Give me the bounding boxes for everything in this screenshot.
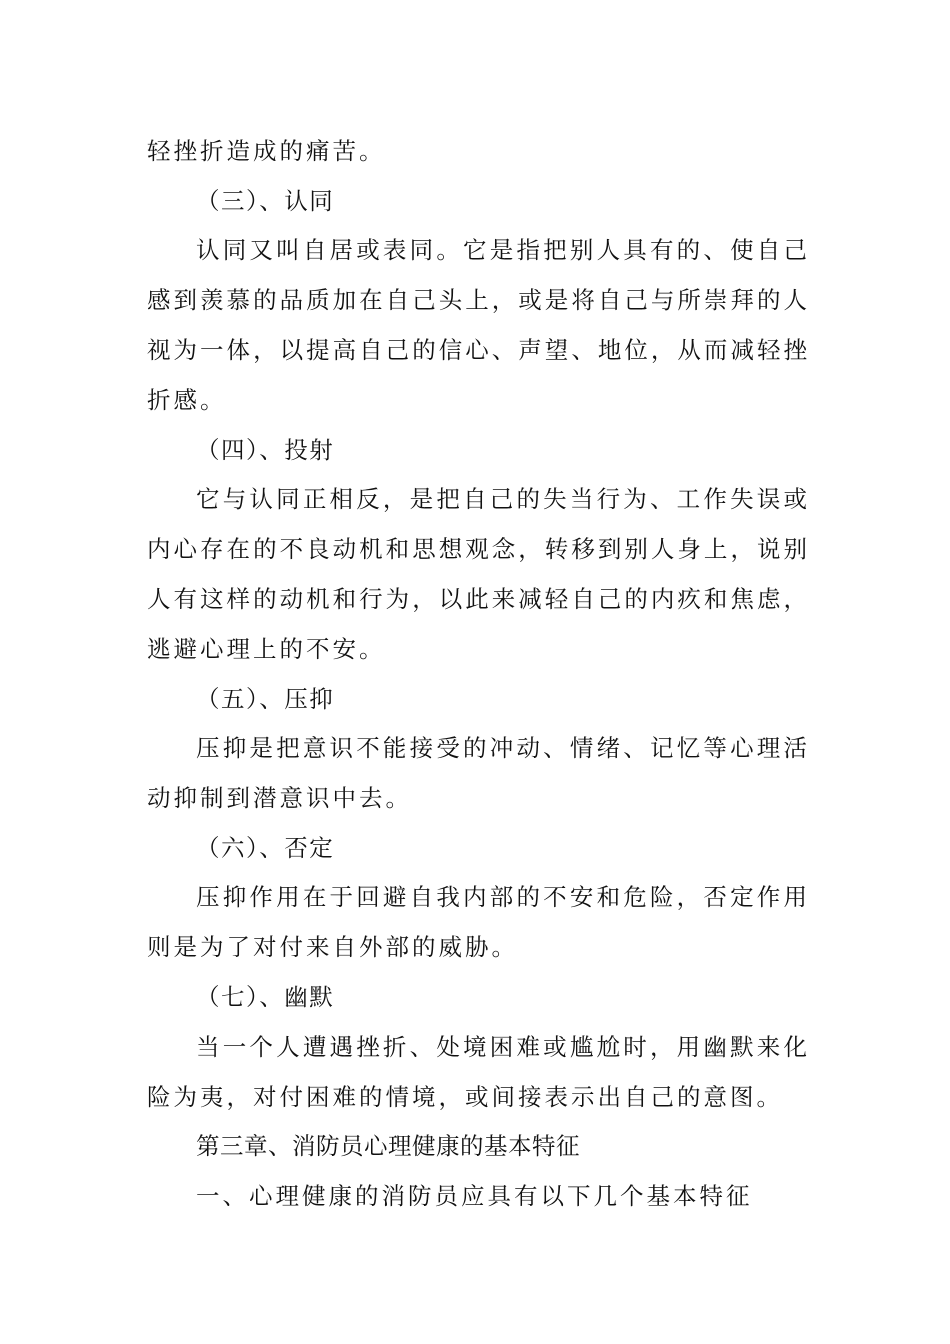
paragraph-line: 则是为了对付来自外部的威胁。	[147, 933, 518, 961]
paragraph-line: 逃避心理上的不安。	[147, 635, 386, 663]
paragraph-line: 它与认同正相反，是把自己的失当行为、工作失误或	[196, 485, 807, 513]
section-heading: （五）、压抑	[196, 685, 335, 713]
paragraph-line: 认同又叫自居或表同。它是指把别人具有的、使自己	[196, 236, 807, 264]
paragraph-line: 感到羡慕的品质加在自己头上，或是将自己与所崇拜的人	[147, 286, 807, 314]
paragraph-line: 轻挫折造成的痛苦。	[147, 137, 386, 165]
paragraph-line: 动抑制到潜意识中去。	[147, 784, 412, 812]
section-heading: （六）、否定	[196, 834, 335, 862]
section-heading: （七）、幽默	[196, 983, 335, 1011]
chapter-heading: 第三章、消防员心理健康的基本特征	[196, 1132, 580, 1160]
section-heading: （四）、投射	[196, 436, 335, 464]
paragraph-line: 险为夷，对付困难的情境，或间接表示出自己的意图。	[147, 1083, 783, 1111]
paragraph-line: 折感。	[147, 386, 227, 414]
paragraph-line: 视为一体，以提高自己的信心、声望、地位，从而减轻挫	[147, 336, 807, 364]
subsection-heading: 一、心理健康的消防员应具有以下几个基本特征	[196, 1182, 753, 1210]
paragraph-line: 压抑是把意识不能接受的冲动、情绪、记忆等心理活	[196, 734, 807, 762]
paragraph-line: 内心存在的不良动机和思想观念，转移到别人身上，说别	[147, 535, 807, 563]
paragraph-line: 压抑作用在于回避自我内部的不安和危险，否定作用	[196, 883, 807, 911]
section-heading: （三）、认同	[196, 187, 335, 215]
paragraph-line: 当一个人遭遇挫折、处境困难或尴尬时，用幽默来化	[196, 1033, 807, 1061]
paragraph-line: 人有这样的动机和行为，以此来减轻自己的内疚和焦虑，	[147, 585, 807, 613]
